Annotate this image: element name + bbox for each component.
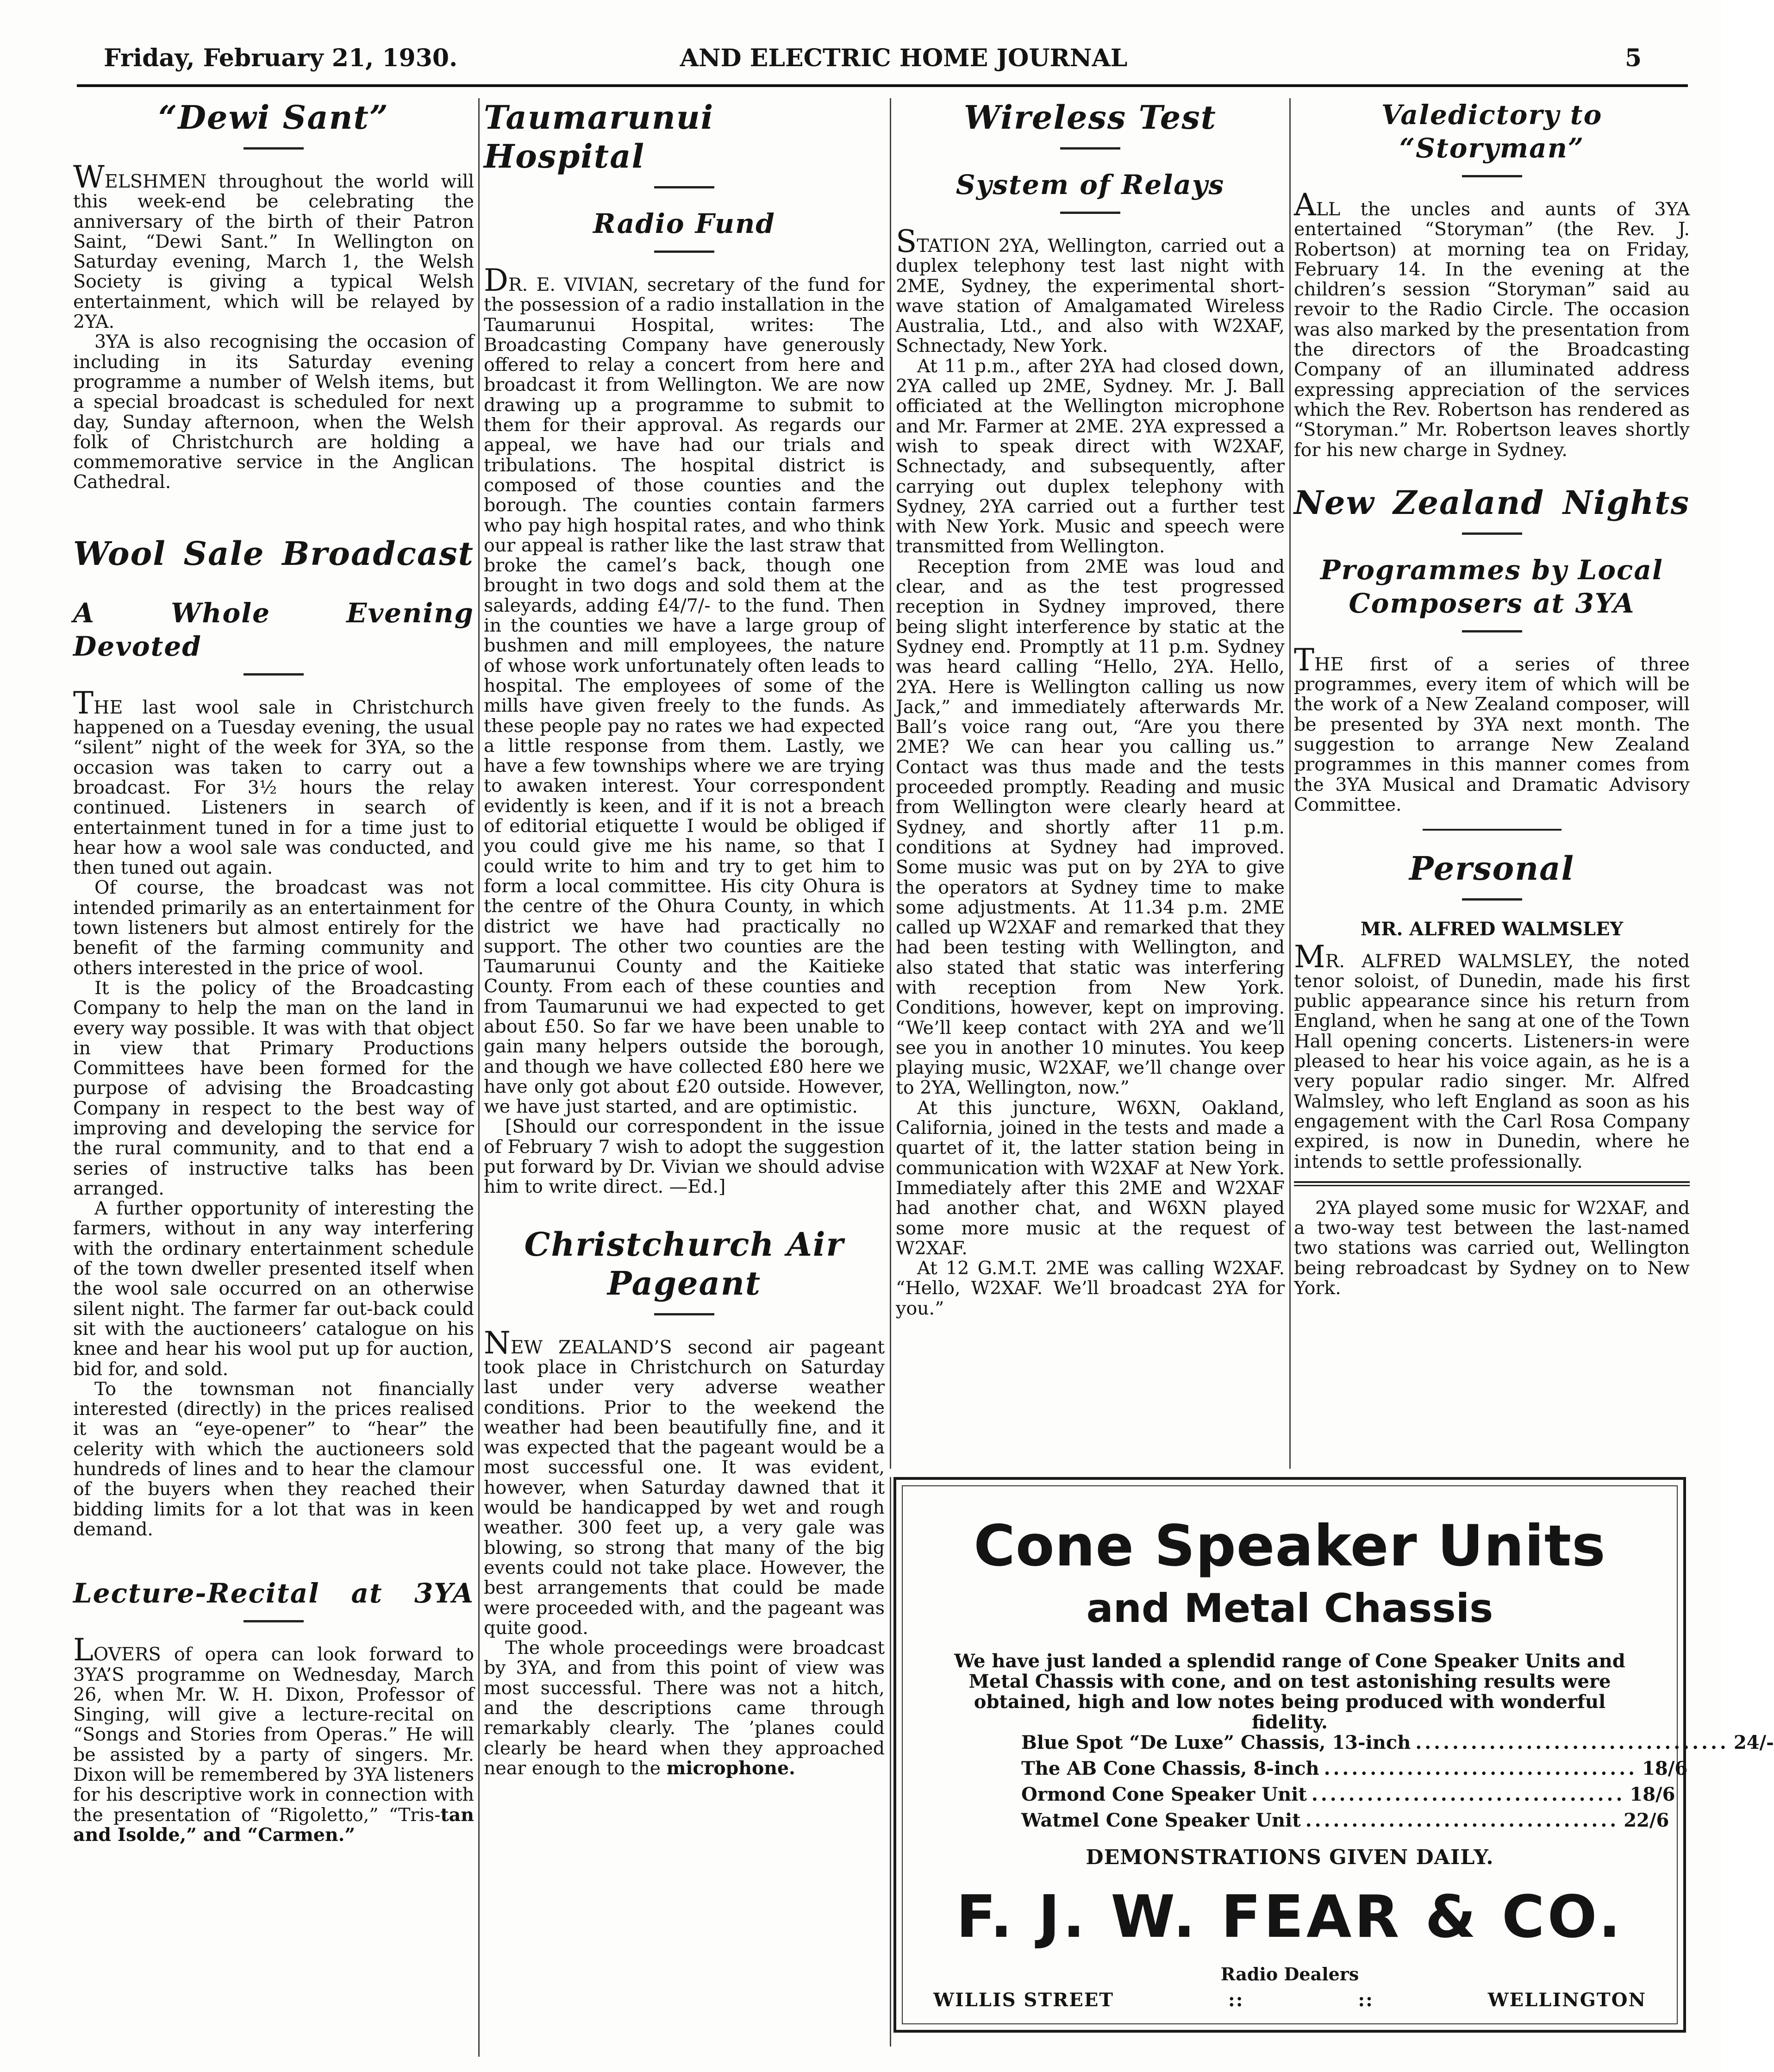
- title-rule: [1462, 898, 1522, 901]
- ad-price-item: [1021, 1756, 1688, 1782]
- article-wireless-test: [896, 98, 1285, 1319]
- title-rule: [654, 250, 714, 253]
- leader-dots: ..................................: [1311, 1784, 1625, 1805]
- header-rule: [77, 84, 1688, 87]
- article-paragraph: THE first of a series of three programmes, every item of which will be the work of a New Zealand composer, will be presented by 3YA next month. The suggestion to arrange New Zealand programmes in this manner comes from the 3YA Musical and Dramatic Advisory Committee.: [1294, 642, 1690, 815]
- article-paragraph: At 12 G.M.T. 2ME was calling W2XAF. “Hello, W2XAF. We’ll broadcast 2YA for you.”: [896, 1258, 1285, 1319]
- column-rule: [890, 1477, 891, 2047]
- article-title: Christchurch Air: [524, 1225, 844, 1264]
- article-byline: MR. ALFRED WALMSLEY: [1360, 918, 1624, 940]
- article-paragraph: [73, 1632, 474, 1846]
- article-personal: [1294, 849, 1690, 1298]
- article-paragraph: [Should our correspondent in the issue of February 7 wish to adopt the suggestion put forward by Dr. Vivian we should advise him to write direct. —Ed.]: [484, 1116, 885, 1198]
- article-subtitle: Programmes by Local Composers at 3YA: [1320, 554, 1663, 619]
- article-title: Taumarunui Hospital: [484, 98, 714, 175]
- article-title: Valedictory to “Storyman”: [1381, 99, 1603, 164]
- article-text: The whole proceedings were broadcast by 3YA, and from this point of view was most successful. There was not a hitch, and the descriptions came through remarkably clearly. The ’planes could clearly be heard when they approached near enough to the: [484, 1637, 885, 1779]
- title-rule: [244, 673, 304, 676]
- article-air-pageant: [484, 1225, 885, 1779]
- article-valedictory: [1294, 98, 1690, 460]
- article-paragraph: 3YA is also recognising the occasion of including in its Saturday evening programme a number of Welsh items, but a special broadcast is scheduled for next day, Sunday afternoon, when the Welsh folk of Christchurch are holding a commemorative service in the Anglican Cathedral.: [73, 331, 474, 493]
- title-rule: [1462, 175, 1522, 177]
- article-paragraph: ALL the uncles and aunts of 3YA entertained “Storyman” (the Rev. J. Robertson) at morning tea on Friday, February 14. In the evening at the children’s session “Storyman” said au revoir to the Radio Circle. The occasion was also marked by the presentation from the directors of the Broadcasting Company of an illuminated address expressing appreciation of the services which the Rev. Robertson has rendered as “Storyman.” Mr. Robertson leaves shortly for his new charge in Sydney.: [1294, 187, 1690, 461]
- column-rule: [1289, 98, 1291, 1469]
- article-paragraph: STATION 2YA, Wellington, carried out a duplex telephony test last night with 2ME, Sydney, the experimental short-wave station of Amalgamated Wireless Australia, Ltd., and also with W2XAF, Schnectady, New York.: [896, 224, 1285, 357]
- article-wool-sale: [73, 534, 474, 1540]
- ad-price-list: [1021, 1730, 1774, 1834]
- article-title: Personal: [1409, 849, 1575, 888]
- ad-price-item: [1021, 1782, 1675, 1808]
- article-text: LOVERS of opera can look forward to 3YA’S programme on Wednesday, March 26, when Mr. W. H. Dixon, Professor of Singing, will give a lecture-recital on “Songs and Stories from Operas.” He will be assisted by a party of singers. Mr. Dixon will be remembered by 3YA listeners for his descriptive work in connection with the presentation of “Rigoletto,” “Tris-: [73, 1632, 474, 1826]
- column-4: [1294, 98, 1690, 1298]
- item-name: Watmel Cone Speaker Unit: [1021, 1809, 1301, 1831]
- ad-separator: ::: [1358, 1989, 1374, 2011]
- item-price: 24/-: [1733, 1732, 1774, 1753]
- article-subtitle: Radio Fund: [593, 208, 775, 239]
- article-nz-nights: [1294, 483, 1690, 831]
- article-paragraph: MR. ALFRED WALMSLEY, the noted tenor soloist, of Dunedin, made his first public appearance since his return from England, when he sang at one of the Town Hall opening concerts. Listeners-in were pleased to hear his voice again, as he is a very popular radio singer. Mr. Alfred Walmsley, who left England as soon as his engagement with the Carl Rosa Company expired, is now in Dunedin, where he intends to settle professionally.: [1294, 939, 1690, 1172]
- leader-dots: ..................................: [1415, 1732, 1729, 1753]
- issue-date: Friday, February 21, 1930.: [104, 44, 458, 72]
- item-name: Ormond Cone Speaker Unit: [1021, 1784, 1307, 1805]
- ad-city: WELLINGTON: [1487, 1989, 1646, 2011]
- column-rule: [890, 98, 891, 1469]
- article-title: “Dewi Sant”: [158, 98, 389, 137]
- column-1: [73, 98, 474, 1845]
- section-rule: [1423, 829, 1562, 831]
- ad-price-item: [1021, 1808, 1669, 1834]
- title-rule: [1462, 532, 1522, 535]
- column-2: [484, 98, 885, 1778]
- article-paragraph: WELSHMEN throughout the world will this week-end be celebrating the anniversary of the birth of their Patron Saint, “Dewi Sant.” In Wellington on Saturday evening, March 1, the Welsh Society is giving a typical Welsh entertainment, which will be relayed by 2YA.: [73, 159, 474, 333]
- article-paragraph: NEW ZEALAND’S second air pageant took place in Christchurch on Saturday last under very adverse weather conditions. Prior to the weekend the weather had been beautifully fine, and it was expected that the pageant would be a most successful one. It was evident, however, when Saturday dawned that it would be handicapped by wet and rough weather. 300 feet up, a very gale was blowing, so strong that many of the big events could not take place. However, the best arrangements that could be made were proceeded with, and the pageant was quite good.: [484, 1325, 885, 1639]
- article-title: Wool Sale Broadcast: [73, 534, 474, 573]
- article-taumarunui: [484, 98, 885, 1197]
- article-paragraph: At this juncture, W6XN, Oakland, California, joined in the tests and made a quartet of it, the latter station being in communication with W2XAF at New York. Immediately after this 2ME and W2XAF had another chat, and W6XN played some more music at the request of W2XAF.: [896, 1097, 1285, 1259]
- ad-street: WILLIS STREET: [933, 1989, 1114, 2011]
- article-paragraph: DR. E. VIVIAN, secretary of the fund for the possession of a radio installation in the Taumarunui Hospital, writes: The Broadcasting Company have generously offered to relay a concert from here and broadcast it from Wellington. We are now drawing up a programme to submit to them for their approval. As regards our appeal, we have had our trials and tribulations. The hospital district is composed of those counties and the borough. The counties contain farmers who pay high hospital rates, and who think our appeal is rather like the last straw that broke the camel’s back, though one brought in two dogs and sold them at the saleyards, adding £4/7/- to the fund. Then in the counties we have a large group of bushmen and mill employees, the nature of whose work unfortunately often leads to hospital. The employees of some of the mills have given freely to the funds. As these people pay no rates we had expected a little response from them. Lastly, we have a few townships where we are trying to awaken interest. Your correspondent evidently is keen, and if it is not a breach of editorial etiquette I would be obliged if you could give me his name, so that I could write to him and try to get him to form a local committee. His city Ohura is the centre of the Ohura County, in which district we have had practically no support. The other two counties are the Taumarunui County and the Kaitieke County. From each of these counties and from Taumarunui we had expected to get about £50. So far we have been unable to gain many helpers outside the borough, and though we have collected £80 here we have only got about £20 outside. However, we have just started, and are optimistic.: [484, 263, 885, 1118]
- article-paragraph: Of course, the broadcast was not intended primarily as an entertainment for town listeners but almost entirely for the benefit of the farming community and others interested in the price of wool.: [73, 877, 474, 979]
- article-paragraph: [484, 1638, 885, 1778]
- ad-subtitle: and Metal Chassis: [1086, 1585, 1493, 1632]
- title-rule: [654, 186, 714, 188]
- item-price: 18/6: [1642, 1758, 1688, 1779]
- article-paragraph: 2YA played some music for W2XAF, and a two-way test between the last-named two stations was carried out, Wellington being rebroadcast by Sydney on to New York.: [1294, 1197, 1690, 1299]
- article-title: Wireless Test: [963, 98, 1217, 137]
- article-title: Pageant: [607, 1264, 762, 1302]
- article-paragraph: THE last wool sale in Christchurch happened on a Tuesday evening, the usual “silent” night of the week for 3YA, so the occasion was taken to carry out a broadcast. For 3½ hours the relay continued. Listeners in search of entertainment tuned in for a time just to hear how a wool sale was conducted, and then tuned out again.: [73, 685, 474, 879]
- article-paragraph: A further opportunity of interesting the farmers, without in any way interfering with the ordinary entertainment schedule of the town dweller presented itself when the wool sale occurred on an otherwise silent night. The farmer far out-back could sit with the auctioneers’ catalogue on his knee and hear his wool put up for auction, bid for, and sold.: [73, 1198, 474, 1380]
- advertisement: [893, 1477, 1774, 2033]
- article-paragraph: It is the policy of the Broadcasting Company to help the man on the land in every way possible. It was with that object in view that Primary Productions Committees have been formed for the purpose of advising the Broadcasting Company in respect to the best way of improving and developing the service for the rural community, and to that end a series of instructive talks has been arranged.: [73, 977, 474, 1199]
- ad-separator: ::: [1228, 1989, 1244, 2011]
- item-name: Blue Spot “De Luxe” Chassis, 13-inch: [1021, 1732, 1411, 1753]
- title-rule: [654, 1313, 714, 1315]
- article-paragraph: To the townsman not financially interested (directly) in the prices realised it was an “eye-opener” to “hear” the celerity with which the auctioneers sold hundreds of lines and to hear the clamour of the buyers when they reached their bidding limits for a lot that was in keen demand.: [73, 1378, 474, 1540]
- title-rule: [244, 1620, 304, 1622]
- page-number: 5: [1625, 44, 1642, 72]
- leader-dots: ..................................: [1305, 1809, 1619, 1831]
- ad-title: Cone Speaker Units: [974, 1513, 1606, 1579]
- ad-address: [933, 1989, 1646, 2011]
- article-title: New Zealand Nights: [1294, 483, 1690, 522]
- ad-price-item: [1021, 1730, 1774, 1756]
- article-subtitle: System of Relays: [956, 169, 1225, 200]
- article-text-bold: microphone.: [666, 1757, 795, 1779]
- ad-dealers: Radio Dealers: [1220, 1964, 1359, 1984]
- ad-body: We have just landed a splendid range of Cone Speaker Units and Metal Chassis with cone, and on test astonishing results were obtained, high and low notes being produced with wonderful fidelity.: [954, 1650, 1625, 1733]
- article-dewi-sant: [73, 98, 474, 493]
- double-rule: [1294, 1181, 1690, 1186]
- item-price: 18/6: [1630, 1784, 1675, 1805]
- title-rule: [1060, 212, 1120, 214]
- item-name: The AB Cone Chassis, 8-inch: [1021, 1758, 1319, 1779]
- item-price: 22/6: [1624, 1809, 1669, 1831]
- ad-demonstrations: DEMONSTRATIONS GIVEN DAILY.: [1086, 1846, 1494, 1869]
- article-paragraph: At 11 p.m., after 2YA had closed down, 2YA called up 2ME, Sydney. Mr. J. Ball officiated at the Wellington microphone and Mr. Farmer at 2ME. 2YA expressed a wish to speak direct with W2XAF, Schnectady, and subsequently, after carrying out duplex telephony with Sydney, 2YA carried out a further test with New York. Music and speech were transmitted from Wellington.: [896, 355, 1285, 557]
- article-paragraph: Reception from 2ME was loud and clear, and as the test progressed reception in Sydney improved, there being slight interference by static at the Sydney end. Promptly at 11 p.m. Sydney was heard calling “Hello, 2YA. Hello, 2YA. Here is Wellington calling us now Jack,” and immediately afterwards Mr. Ball’s voice rang out, “Are you there 2ME? We can hear you calling us.” Contact was thus made and the tests proceeded promptly. Reading and music from Wellington were clearly heard at Sydney, and shortly after 11 p.m. conditions at Sydney had improved. Some music was put on by 2YA to give the operators at Sydney time to make some adjustments. At 11.34 p.m. 2ME called up W2XAF and remarked that they had been testing with Wellington, and also stated that static was interfering with reception from New York. Conditions, however, kept on improving. “We’ll keep contact with 2YA and we’ll see you in another 10 minutes. You keep playing music, W2XAF, we’ll change over to 2YA, Wellington, now.”: [896, 556, 1285, 1099]
- leader-dots: ..................................: [1324, 1758, 1638, 1779]
- title-rule: [1060, 147, 1120, 150]
- title-rule: [1462, 630, 1522, 632]
- column-rule: [478, 98, 480, 2057]
- journal-title: AND ELECTRIC HOME JOURNAL: [680, 44, 1128, 72]
- title-rule: [244, 147, 304, 150]
- column-3: [896, 98, 1285, 1319]
- article-title: Lecture-Recital at 3YA: [73, 1577, 474, 1609]
- article-lecture-recital: [73, 1577, 474, 1845]
- ad-company: F. J. W. FEAR & CO.: [956, 1883, 1624, 1951]
- article-text-bold: tan and Isolde,” and “Carmen.”: [73, 1804, 474, 1846]
- article-subtitle: A Whole Evening Devoted: [73, 597, 474, 662]
